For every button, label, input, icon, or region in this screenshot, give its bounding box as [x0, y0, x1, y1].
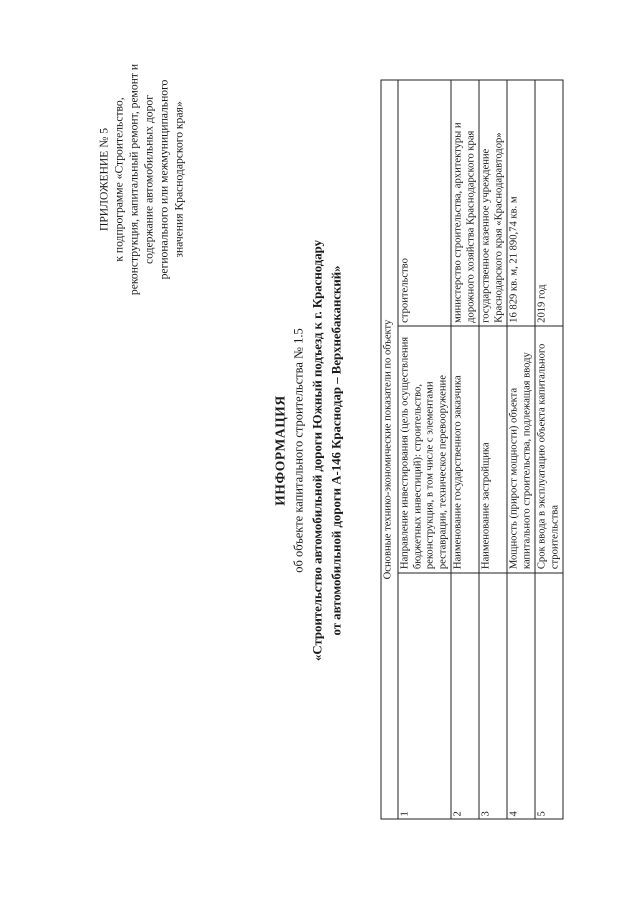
- appendix-line: реконструкция, капитальный ремонт, ремонт и: [127, 63, 140, 295]
- indicators-table: [380, 79, 563, 819]
- row-value: 16 829 кв. м, 21 890,74 кв. м: [507, 80, 535, 326]
- document-subtitle: об объекте капитального строительства № 1.5: [291, 327, 305, 573]
- appendix-line: содержание автомобильных дорог: [142, 94, 155, 264]
- table-header-row: [381, 80, 398, 819]
- appendix-line: к подпрограмме «Строительство,: [112, 96, 125, 262]
- row-number: 1: [398, 572, 451, 818]
- table-row: [451, 80, 479, 819]
- row-value: государственное казенное учреждение Краснодарского края «Краснодаравтодор»: [479, 80, 507, 326]
- row-number: 3: [479, 572, 507, 818]
- row-number: 5: [535, 572, 563, 818]
- object-name-line-1: «Строительство автомобильной дороги Южный подъезд к г. Краснодару: [310, 239, 324, 661]
- appendix-note: [96, 19, 186, 339]
- table-row: [479, 80, 507, 819]
- document-heading: [270, 145, 346, 755]
- row-parameter: Направление инвестирования (цель осуществления бюджетных инвестиций): строительство, реконструкция, в том числе с элементами реставрации, техническое перевооружение: [398, 326, 451, 572]
- appendix-line: значения Краснодарского края»: [172, 100, 185, 258]
- row-parameter: Наименование государственного заказчика: [451, 326, 479, 572]
- object-name-line-2: от автомобильной дороги А-146 Краснодар – Верхнебаканский»: [329, 264, 343, 636]
- table-row: [507, 80, 535, 819]
- appendix-line: регионального или межмуниципального: [157, 79, 170, 279]
- table-header: Основные технико-экономические показатели по объекту: [381, 80, 398, 819]
- row-value: 2019 год: [535, 80, 563, 326]
- row-number: 4: [507, 572, 535, 818]
- table-row: [535, 80, 563, 819]
- row-parameter: Наименование застройщика: [479, 326, 507, 572]
- row-parameter: Срок ввода в эксплуатацию объекта капитального строительства: [535, 326, 563, 572]
- document-title: ИНФОРМАЦИЯ: [272, 394, 287, 506]
- table-row: [398, 80, 451, 819]
- appendix-line: ПРИЛОЖЕНИЕ № 5: [97, 127, 110, 231]
- row-value: министерство строительства, архитектуры и дорожного хозяйства Краснодарского края: [451, 80, 479, 326]
- row-parameter: Мощность (прирост мощности) объекта капитального строительства, подлежащая вводу: [507, 326, 535, 572]
- row-number: 2: [451, 572, 479, 818]
- row-value: строительство: [398, 80, 451, 326]
